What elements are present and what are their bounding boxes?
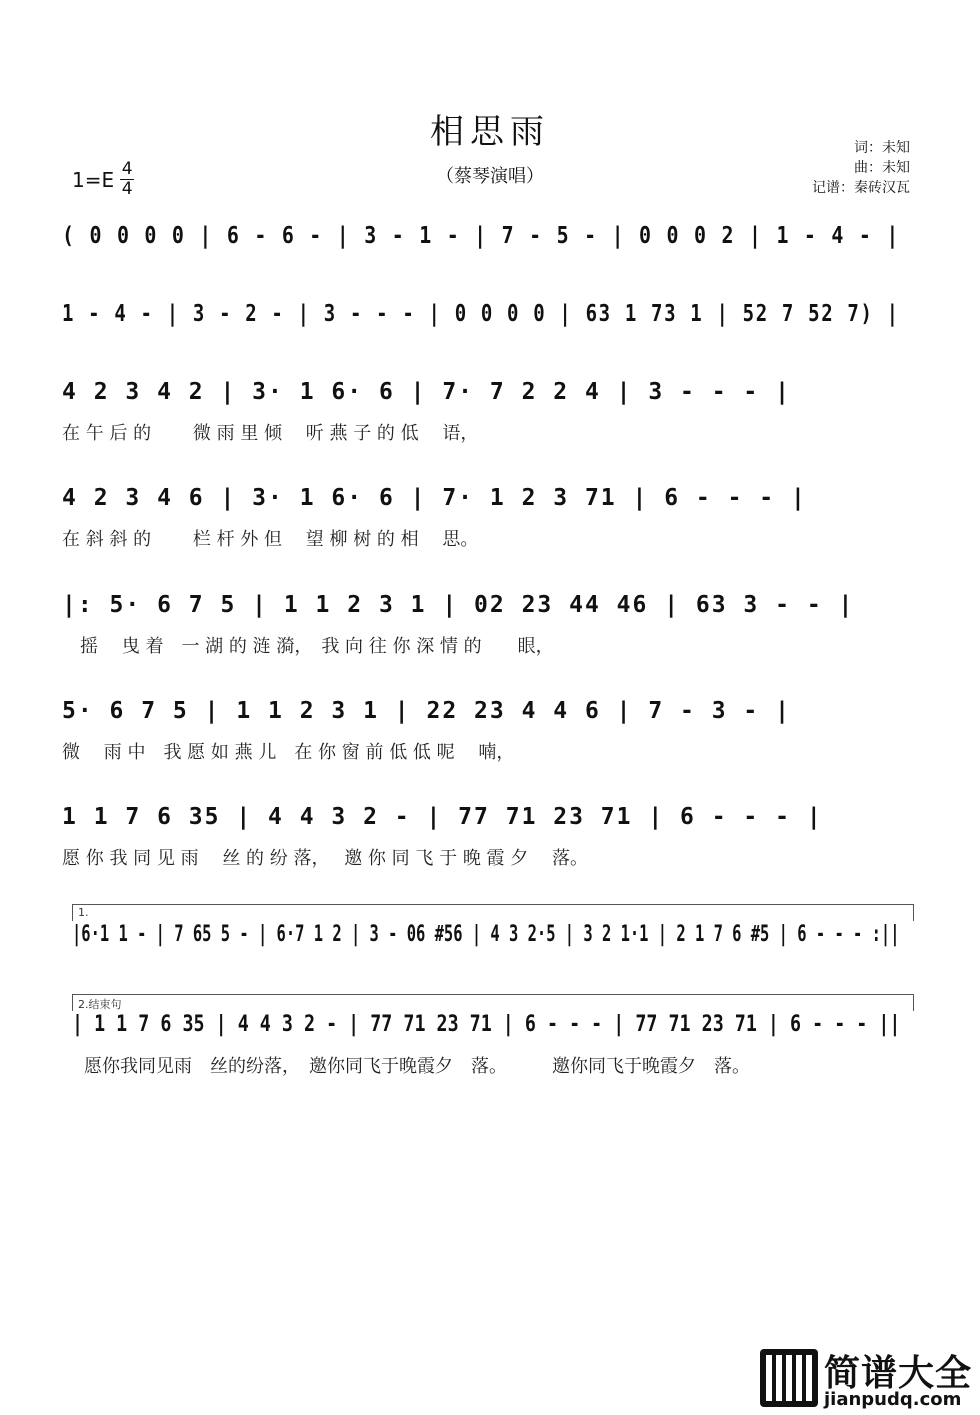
notation-line: |: 5· 6 7 5 | 1 1 2 3 1 | 02 23 44 46 | 63 3 - - | [62,592,855,618]
volta-label-2: 2.结束句 [78,998,122,1011]
lyrics-line: 愿 你 我 同 见 雨 丝 的 纷 落， 邀 你 同 飞 于 晚 霞 夕 落。 [62,848,588,869]
lyrics-line: 摇 曳 着 一 湖 的 涟 漪， 我 向 往 你 深 情 的 眼， [62,636,554,657]
time-beats: 4 [121,159,133,179]
transcriber: 记谱：秦砖汉瓦 [812,180,910,196]
notation-line: 4 2 3 4 2 | 3· 1 6· 6 | 7· 7 2 2 4 | 3 - - - | [62,379,791,405]
notation-line: 1 - 4 - | 3 - 2 - | 3 - - - | 0 0 0 0 | 63 1 73 1 | 52 7 52 7) | [62,301,900,327]
credits [812,138,910,198]
notation-line: |6·1 1 - | 7 65 5 - | 6·7 1 2 | 3 - 06 #56 | 4 3 2·5 | 3 2 1·1 | 2 1 7 6 #5 | 6 - - - :|| [72,922,900,947]
staff-line-1 [62,219,920,253]
notation-line: 5· 6 7 5 | 1 1 2 3 1 | 22 23 4 4 6 | 7 - 3 - | [62,698,791,724]
watermark-text: 简谱大全 [824,1353,973,1394]
song-title: 相思雨 [430,112,550,152]
composer: 曲：未知 [854,160,910,176]
notation-line: | 1 1 7 6 35 | 4 4 3 2 - | 77 71 23 71 | 6 - - - | 77 71 23 71 | 6 - - - || [72,1012,901,1037]
time-signature [120,160,134,199]
staff-line-7 [62,800,920,834]
time-unit: 4 [121,179,133,199]
staff-line-3 [62,375,920,409]
lyricist: 词：未知 [854,140,910,156]
staff-line-9 [72,1008,930,1042]
lyrics-line: 愿你我同见雨 丝的纷落， 邀你同飞于晚霞夕 落。 邀你同飞于晚霞夕 落。 [84,1056,750,1077]
lyrics-line: 在 午 后 的 微 雨 里 倾 听 燕 子 的 低 语， [62,423,479,444]
volta-label-1: 1. [78,906,89,919]
staff-line-6 [62,694,920,728]
staff-line-8 [72,918,930,952]
performer-note: （蔡琴演唱） [436,166,544,187]
key-signature [72,160,134,199]
staff-line-2 [62,297,920,331]
notation-line: ( 0 0 0 0 | 6 - 6 - | 3 - 1 - | 7 - 5 - | 0 0 0 2 | 1 - 4 - | [62,223,901,249]
staff-line-4 [62,481,920,515]
key-label: 1=E [72,167,115,192]
staff-line-5 [62,588,920,622]
watermark-url: jianpudq.com [824,1389,962,1410]
lyrics-line: 微 雨 中 我 愿 如 燕 儿 在 你 窗 前 低 低 呢 喃， [62,742,515,763]
piano-keys-icon [760,1349,818,1407]
lyrics-line: 在 斜 斜 的 栏 杆 外 但 望 柳 树 的 相 思。 [62,529,479,550]
notation-line: 4 2 3 4 6 | 3· 1 6· 6 | 7· 1 2 3 71 | 6 - - - | [62,485,807,511]
watermark-logo [760,1345,980,1415]
notation-line: 1 1 7 6 35 | 4 4 3 2 - | 77 71 23 71 | 6 - - - | [62,804,823,830]
